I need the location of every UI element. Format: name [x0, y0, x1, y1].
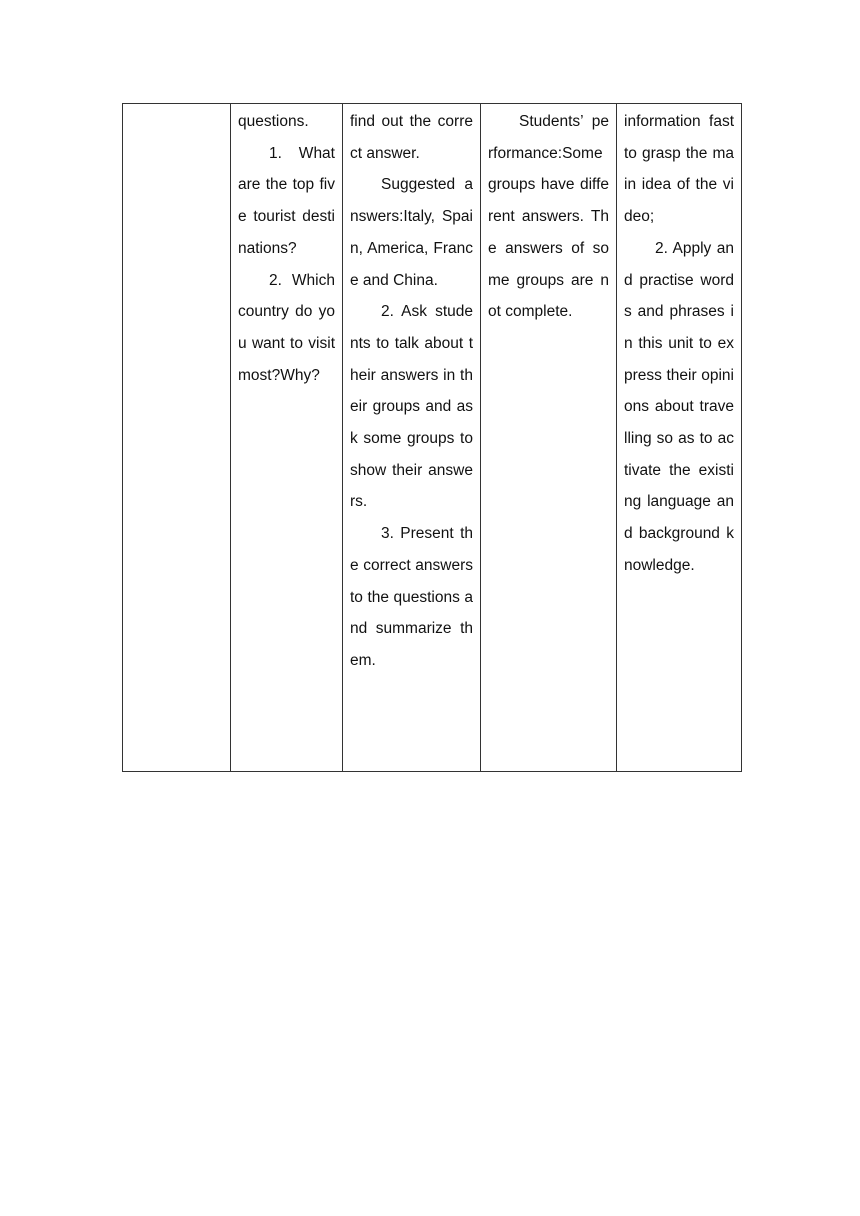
cell-paragraph: 1. What are the top five tourist destinations? — [238, 144, 335, 257]
cell-paragraph: questions. — [238, 113, 309, 130]
table-cell-col4 — [481, 104, 617, 772]
table-cell-col5 — [617, 104, 742, 772]
cell-paragraph: 2. Ask students to talk about their answers in their groups and ask some groups to show their answers. — [350, 303, 473, 511]
cell-paragraph: Suggested answers:Italy, Spain, America, France and China. — [350, 176, 473, 289]
lesson-plan-table — [122, 103, 742, 772]
cell-paragraph: 2. Apply and practise words and phrases in this unit to express their opinions about travelling so as to activate the existing language and background knowledge. — [624, 239, 734, 574]
table-cell-col1 — [123, 104, 231, 772]
cell-paragraph: information fast to grasp the main idea of the video; — [624, 113, 734, 226]
table-row — [123, 104, 742, 772]
table-cell-col2 — [231, 104, 343, 772]
table-cell-col3 — [343, 104, 481, 772]
cell-paragraph: find out the correct answer. — [350, 113, 473, 162]
cell-paragraph: 3. Present the correct answers to the questions and summarize them. — [350, 525, 473, 669]
cell-paragraph: 2. Which country do you want to visit most?Why? — [238, 271, 335, 384]
cell-paragraph: Students’ performance:Some groups have different answers. The answers of some groups are not complete. — [488, 113, 609, 321]
